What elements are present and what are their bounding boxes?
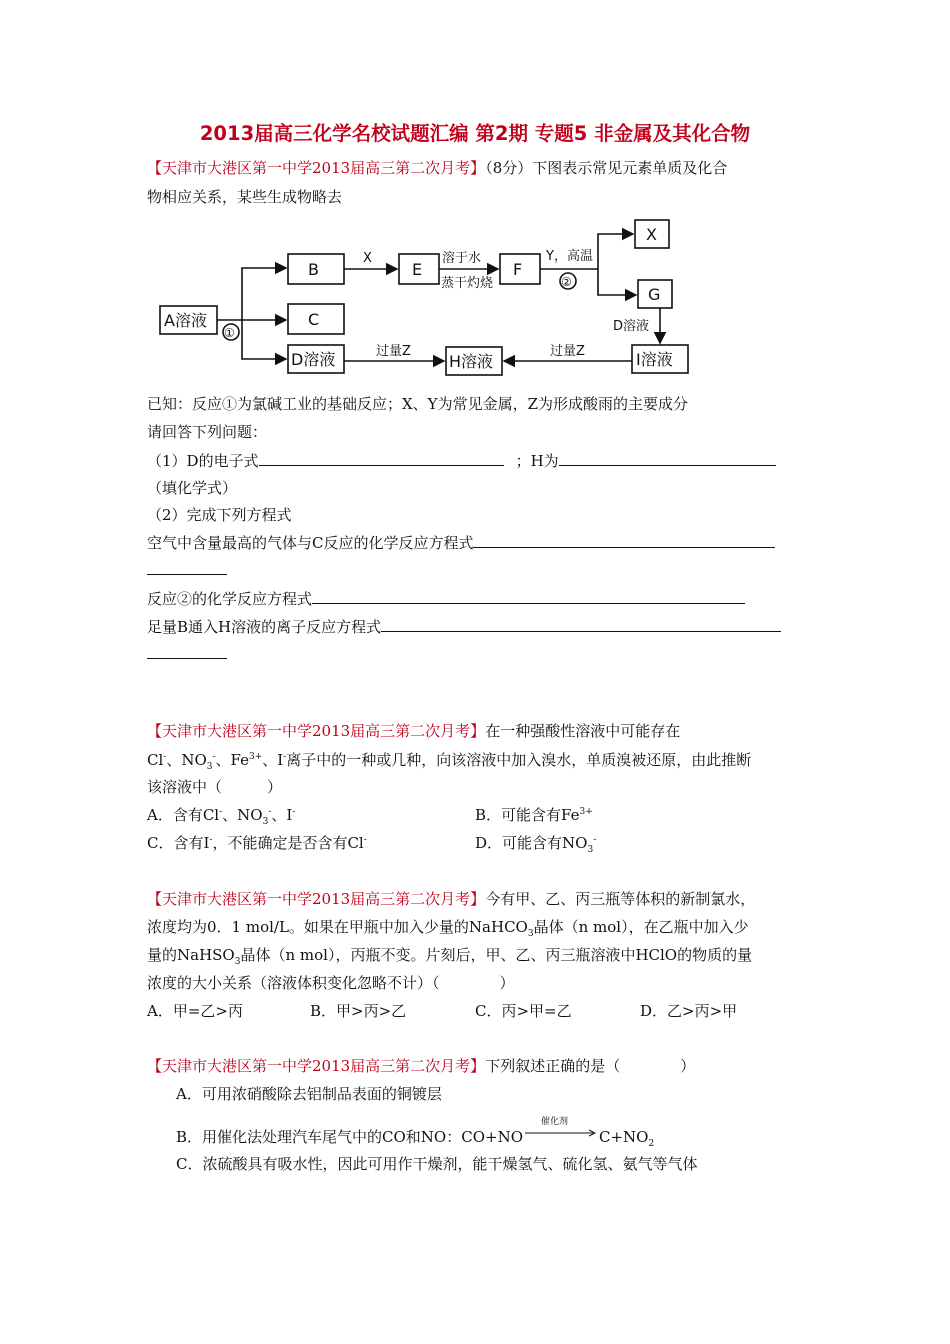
node-d-label: D溶液 [291,350,336,369]
q4-option-b [176,1117,655,1149]
label-evaporate: 蒸干灼烧 [441,276,494,291]
q2-sup: - [593,835,597,845]
label-d-solution: D溶液 [613,319,650,334]
q2-option-d [475,832,596,855]
node-e-label: E [412,260,423,279]
q1-intro-a: （8分）下图表示常见元素单质及化合 [485,159,728,177]
q2-sup: 3+ [249,752,263,762]
q3-stem-line-2 [147,916,749,939]
label-reaction-2: ② [561,275,572,289]
q2-ion-no3: 、NO [166,751,207,769]
label-y-high-temp: Y，高温 [546,249,593,264]
q1-part2-iii [147,616,781,637]
q1-part2-ii [147,588,745,609]
q4-option-c: C．浓硫酸具有吸水性，因此可用作干燥剂，能干燥氢气、硫化氢、氨气等气体 [176,1155,698,1173]
node-f-label: F [513,260,523,279]
q3-stem-b1: 浓度均为0．1 mol/L。如果在甲瓶中加入少量的NaHCO [147,918,528,936]
q2-stem-line-2 [147,749,751,772]
q2-sup: - [212,752,216,762]
q2-opt-c-2: ，不能确定是否含有Cl [212,834,364,852]
q4-option-a: A．可用浓硝酸除去铝制品表面的铜镀层 [176,1085,442,1103]
label-dissolve: 溶于水 [442,251,482,266]
answer-blank[interactable] [147,560,227,575]
q4-stem: 下列叙述正确的是（ ） [485,1057,696,1075]
q1-ask: 请回答下列问题： [147,423,268,441]
q3-sub: 3 [527,929,534,939]
label-excess-z-1: 过量Z [376,344,411,359]
q1-part1-b: ；H为 [515,452,559,470]
q3-option-a: A．甲=乙>丙 [147,1002,243,1020]
answer-blank[interactable] [473,533,775,548]
q3-stem-b2: 晶体（n mol），在乙瓶中加入少 [533,918,749,936]
q2-option-b [475,804,593,825]
q1-part2-i [147,532,775,553]
answer-blank[interactable] [312,589,745,604]
q3-option-c: C．丙>甲=乙 [475,1002,572,1020]
answer-blank[interactable] [259,451,504,466]
q2-sup: - [163,752,167,762]
label-reaction-1: ① [224,326,235,340]
node-i-label: I溶液 [636,350,673,369]
node-h-label: H溶液 [449,352,494,371]
q2-sup: - [283,752,287,762]
q1-part2-iii-text: 足量B通入H溶液的离子反应方程式 [147,618,382,636]
q2-stem-b5: 离子中的一种或几种，向该溶液中加入溴水，单质溴被还原，由此推断 [286,751,752,769]
q1-part1-c: （填化学式） [147,479,238,497]
q2-sup: - [219,807,223,817]
q1-part2-i-text: 空气中含量最高的气体与C反应的化学反应方程式 [147,534,474,552]
q1-part2-ii-text: 反应②的化学反应方程式 [147,590,313,608]
q2-sup: - [363,835,367,845]
q2-sup: 3+ [579,807,593,817]
q2-sub: 3 [587,845,594,855]
q2-opt-b-1: B．可能含有Fe [475,806,580,824]
catalyst-arrow [523,1117,599,1142]
q1-part2-iii-cont [147,644,227,663]
q2-ion-i: 、I [262,751,284,769]
node-x-label: X [646,225,657,244]
q2-ion-fe: 、Fe [215,751,250,769]
q3-stem-line-3 [147,944,752,967]
q1-part2: （2）完成下列方程式 [147,506,292,524]
q2-stem-line-1 [147,720,680,741]
q2-sub: 3 [206,762,213,772]
reaction-flow-diagram [150,212,710,384]
q2-stem-c: 该溶液中（ ） [147,778,283,796]
q3-source: 【天津市大港区第一中学2013届高三第二次月考】 [147,890,486,908]
q1-part1-a: （1）D的电子式 [147,452,259,470]
q2-source: 【天津市大港区第一中学2013届高三第二次月考】 [147,722,486,740]
q4-stem-line [147,1055,695,1076]
q4-opt-b-2: C+NO [599,1128,649,1146]
q2-sup: - [268,807,272,817]
q2-opt-c-1: C．含有I [147,834,210,852]
q2-sup: - [209,835,213,845]
q3-stem-a: 今有甲、乙、丙三瓶等体积的新制氯水， [485,890,756,908]
answer-blank[interactable] [147,644,227,659]
q3-option-d: D．乙>丙>甲 [640,1002,738,1020]
q2-option-a [147,804,295,827]
right-arrow-icon [523,1128,599,1138]
q2-opt-a-1: A．含有Cl [147,806,220,824]
q2-option-c [147,832,367,853]
node-a-label: A溶液 [164,311,207,330]
node-b-label: B [308,260,319,279]
node-c-label: C [308,310,320,329]
q3-stem-c1: 量的NaHSO [147,946,235,964]
q3-option-b: B．甲>丙>乙 [310,1002,407,1020]
q2-ion-cl: Cl [147,751,164,769]
q3-stem-line-1 [147,888,755,909]
q2-opt-a-2: 、NO [222,806,263,824]
q3-sub: 3 [234,957,241,967]
q3-stem-c2: 晶体（n mol），丙瓶不变。片刻后，甲、乙、丙三瓶溶液中HClO的物质的量 [240,946,753,964]
q2-sup: - [292,807,296,817]
node-g-label: G [648,285,661,304]
q4-sub: 2 [648,1139,655,1149]
q1-part2-i-cont [147,560,227,579]
q3-stem-d: 浓度的大小关系（溶液体积变化忽略不计）（ ） [147,974,515,992]
q1-intro-b: 物相应关系，某些生成物略去 [147,188,343,206]
q2-opt-a-3: 、I [271,806,293,824]
q1-intro-line-1 [147,157,727,178]
q2-stem-a: 在一种强酸性溶液中可能存在 [485,722,681,740]
label-x: X [363,251,372,266]
answer-blank[interactable] [559,451,776,466]
q2-sub: 3 [262,817,269,827]
label-excess-z-2: 过量Z [550,344,585,359]
q1-part1 [147,450,776,471]
q1-known: 已知：反应①为氯碱工业的基础反应；X、Y为常见金属，Z为形成酸雨的主要成分 [147,395,689,413]
q2-opt-d-1: D．可能含有NO [475,834,588,852]
catalyst-label: 催化剂 [541,1117,569,1127]
q1-source: 【天津市大港区第一中学2013届高三第二次月考】 [147,159,486,177]
q4-source: 【天津市大港区第一中学2013届高三第二次月考】 [147,1057,486,1075]
q4-opt-b-1: B．用催化法处理汽车尾气中的CO和NO：CO+NO [176,1128,523,1146]
answer-blank[interactable] [381,617,781,632]
page-title: 2013届高三化学名校试题汇编 第2期 专题5 非金属及其化合物 [199,122,751,145]
